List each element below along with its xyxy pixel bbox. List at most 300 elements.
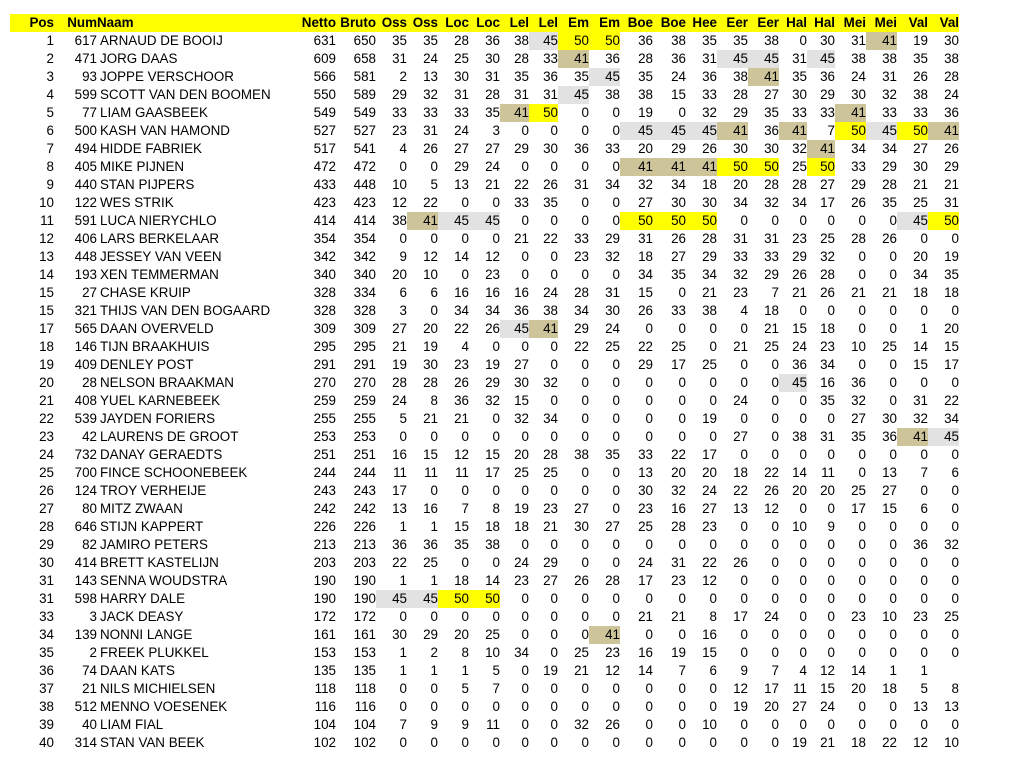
score-cell [928, 662, 959, 680]
score-cell: 0 [645, 375, 653, 390]
score-cell: 34 [605, 177, 620, 192]
score-cell: 30 [605, 303, 620, 318]
score-cell: 17 [638, 573, 653, 588]
score-cell: 21 [454, 411, 469, 426]
score-cell: 50 [807, 158, 835, 176]
score-cell: 10 [792, 519, 807, 534]
score-cell: 0 [612, 681, 620, 696]
table-row [10, 50, 959, 68]
column-header: Eer [717, 14, 748, 32]
netto-cell: 527 [313, 123, 336, 138]
score-cell: 0 [581, 393, 589, 408]
table-row [10, 32, 959, 50]
score-cell: 8 [461, 645, 469, 660]
table-row [10, 320, 959, 338]
score-cell: 24 [702, 483, 717, 498]
score-cell: 23 [605, 645, 620, 660]
bruto-cell: 423 [353, 195, 376, 210]
score-cell: 25 [882, 339, 897, 354]
score-cell: 20 [702, 465, 717, 480]
score-cell: 23 [543, 501, 558, 516]
score-cell: 0 [799, 555, 807, 570]
score-cell: 3 [399, 303, 407, 318]
table-row [10, 212, 959, 230]
score-cell: 28 [543, 447, 558, 462]
score-cell: 30 [454, 69, 469, 84]
netto-cell: 549 [313, 105, 336, 120]
score-cell: 28 [851, 231, 866, 246]
score-cell: 22 [574, 339, 589, 354]
score-cell: 0 [889, 519, 897, 534]
score-cell: 20 [423, 321, 438, 336]
score-cell: 12 [454, 447, 469, 462]
column-header: Val [897, 14, 928, 32]
column-header: Hal [807, 14, 835, 32]
score-cell: 22 [392, 555, 407, 570]
score-cell: 33 [605, 141, 620, 156]
score-cell: 45 [558, 86, 589, 104]
table-row [10, 518, 959, 536]
score-cell: 0 [612, 357, 620, 372]
table-body [10, 32, 959, 752]
score-cell: 0 [461, 231, 469, 246]
score-cell: 16 [485, 285, 500, 300]
position-cell: 31 [39, 573, 54, 588]
score-cell: 18 [944, 285, 959, 300]
score-cell: 19 [944, 249, 959, 264]
score-cell: 32 [733, 267, 748, 282]
score-cell: 25 [543, 465, 558, 480]
score-cell: 0 [645, 537, 653, 552]
score-cell: 7 [399, 717, 407, 732]
score-cell: 9 [399, 249, 407, 264]
score-cell: 0 [827, 213, 835, 228]
position-cell: 23 [39, 429, 54, 444]
score-cell: 23 [514, 573, 529, 588]
score-cell: 26 [423, 141, 438, 156]
score-cell: 27 [574, 501, 589, 516]
score-cell: 15 [702, 645, 717, 660]
score-cell: 0 [550, 393, 558, 408]
score-cell: 0 [581, 195, 589, 210]
score-cell: 30 [543, 141, 558, 156]
score-cell: 10 [702, 717, 717, 732]
rider-number-cell: 80 [82, 501, 97, 516]
score-cell: 12 [764, 501, 779, 516]
score-cell: 41 [500, 104, 529, 122]
score-cell: 20 [454, 627, 469, 642]
score-cell: 30 [392, 627, 407, 642]
score-cell: 27 [792, 699, 807, 714]
position-cell: 40 [39, 735, 54, 750]
rider-number-cell: 405 [74, 159, 97, 174]
score-cell: 0 [645, 627, 653, 642]
score-cell: 21 [792, 285, 807, 300]
netto-cell: 295 [313, 339, 336, 354]
score-cell: 0 [461, 429, 469, 444]
score-cell: 0 [889, 447, 897, 462]
column-header: Loc [438, 14, 469, 32]
score-cell: 0 [521, 717, 529, 732]
rider-name-cell: JESSEY VAN VEEN [100, 249, 222, 264]
table-row [10, 734, 959, 752]
rider-number-cell: 143 [74, 573, 97, 588]
score-cell: 45 [653, 122, 686, 140]
score-cell: 45 [500, 320, 529, 338]
score-cell: 17 [851, 501, 866, 516]
score-cell: 24 [733, 393, 748, 408]
bruto-cell: 226 [353, 519, 376, 534]
score-cell: 20 [638, 141, 653, 156]
score-cell: 18 [702, 177, 717, 192]
score-cell: 36 [944, 105, 959, 120]
score-cell: 0 [740, 375, 748, 390]
rider-number-cell: 27 [82, 285, 97, 300]
score-cell: 38 [944, 51, 959, 66]
score-cell: 0 [581, 213, 589, 228]
score-cell: 0 [858, 267, 866, 282]
score-cell: 27 [392, 321, 407, 336]
rider-name-cell: JOPPE VERSCHOOR [100, 69, 234, 84]
score-cell: 34 [514, 645, 529, 660]
score-cell: 41 [779, 122, 807, 140]
score-cell: 0 [612, 195, 620, 210]
score-cell: 0 [521, 267, 529, 282]
bruto-cell: 291 [353, 357, 376, 372]
netto-cell: 104 [313, 717, 336, 732]
score-cell: 0 [951, 555, 959, 570]
rider-name-cell: FREEK PLUKKEL [100, 645, 209, 660]
score-cell: 0 [612, 555, 620, 570]
score-cell: 12 [913, 735, 928, 750]
table-row [10, 662, 959, 680]
score-cell: 26 [944, 141, 959, 156]
score-cell: 32 [485, 393, 500, 408]
netto-cell: 116 [314, 699, 336, 714]
score-cell: 0 [492, 735, 500, 750]
score-cell: 32 [792, 141, 807, 156]
score-cell: 32 [423, 87, 438, 102]
score-cell: 34 [638, 267, 653, 282]
score-cell: 0 [581, 699, 589, 714]
score-cell: 0 [920, 555, 928, 570]
score-cell: 16 [392, 447, 407, 462]
score-cell: 0 [799, 303, 807, 318]
score-cell: 41 [748, 68, 779, 86]
column-header: Lel [529, 14, 558, 32]
score-cell: 35 [764, 105, 779, 120]
column-header: Hee [686, 14, 717, 32]
score-cell: 34 [485, 303, 500, 318]
score-cell: 28 [485, 87, 500, 102]
score-cell: 0 [521, 213, 529, 228]
score-cell: 0 [827, 411, 835, 426]
score-cell: 0 [951, 591, 959, 606]
score-cell: 0 [771, 573, 779, 588]
bruto-cell: 161 [353, 627, 376, 642]
rider-name-cell: BRETT KASTELIJN [100, 555, 219, 570]
score-cell: 22 [454, 321, 469, 336]
rider-name-cell: FINCE SCHOONEBEEK [100, 465, 248, 480]
score-cell: 27 [543, 573, 558, 588]
rider-name-cell: LAURENS DE GROOT [100, 429, 239, 444]
score-cell: 0 [740, 537, 748, 552]
score-cell: 0 [645, 591, 653, 606]
score-cell: 0 [799, 537, 807, 552]
score-cell: 0 [771, 411, 779, 426]
score-cell: 31 [851, 33, 866, 48]
score-cell: 30 [851, 87, 866, 102]
score-cell: 0 [740, 447, 748, 462]
score-cell: 0 [858, 555, 866, 570]
score-cell: 26 [485, 321, 500, 336]
position-cell: 33 [39, 609, 54, 624]
score-cell: 36 [423, 537, 438, 552]
score-cell: 50 [469, 590, 500, 608]
score-cell: 0 [645, 429, 653, 444]
score-cell: 28 [514, 51, 529, 66]
score-cell: 0 [709, 735, 717, 750]
score-cell: 29 [764, 267, 779, 282]
score-cell: 0 [951, 519, 959, 534]
rider-number-cell: 193 [74, 267, 97, 282]
score-cell: 21 [913, 177, 928, 192]
score-cell: 0 [461, 609, 469, 624]
score-cell: 1 [889, 663, 897, 678]
netto-cell: 609 [313, 51, 336, 66]
position-cell: 37 [39, 681, 54, 696]
score-cell: 0 [771, 447, 779, 462]
score-cell: 9 [430, 717, 438, 732]
score-cell: 0 [521, 627, 529, 642]
score-cell: 0 [678, 393, 686, 408]
score-cell: 31 [485, 69, 500, 84]
score-cell: 45 [866, 122, 897, 140]
score-cell: 0 [858, 627, 866, 642]
score-cell: 29 [392, 87, 407, 102]
position-cell: 6 [46, 123, 54, 138]
rider-name-cell: STAN PIJPERS [100, 177, 195, 192]
score-cell: 29 [543, 555, 558, 570]
score-cell: 0 [645, 411, 653, 426]
score-cell: 0 [581, 537, 589, 552]
score-cell: 25 [454, 51, 469, 66]
score-cell: 32 [574, 717, 589, 732]
netto-cell: 631 [313, 33, 336, 48]
rider-number-cell: 471 [74, 51, 97, 66]
score-cell: 33 [913, 105, 928, 120]
column-header: Hal [779, 14, 807, 32]
score-cell: 25 [702, 357, 717, 372]
score-cell: 0 [740, 735, 748, 750]
score-cell: 41 [589, 626, 620, 644]
score-cell: 35 [514, 69, 529, 84]
score-cell: 0 [645, 699, 653, 714]
score-cell: 33 [638, 447, 653, 462]
score-cell: 30 [574, 519, 589, 534]
position-cell: 34 [39, 627, 54, 642]
score-cell: 0 [740, 321, 748, 336]
score-cell: 0 [581, 681, 589, 696]
score-cell: 29 [514, 141, 529, 156]
score-cell: 38 [574, 447, 589, 462]
score-cell: 2 [399, 69, 407, 84]
score-cell: 0 [521, 699, 529, 714]
score-cell: 1 [430, 573, 438, 588]
table-row [10, 626, 959, 644]
rider-name-cell: DAAN OVERVELD [100, 321, 214, 336]
score-cell: 0 [550, 429, 558, 444]
score-cell: 0 [581, 267, 589, 282]
score-cell: 32 [638, 177, 653, 192]
score-cell: 32 [514, 411, 529, 426]
score-cell: 22 [671, 447, 686, 462]
score-cell: 27 [764, 87, 779, 102]
score-cell: 16 [702, 627, 717, 642]
score-cell: 41 [558, 50, 589, 68]
score-cell: 30 [764, 141, 779, 156]
score-cell: 36 [454, 393, 469, 408]
score-cell: 36 [605, 51, 620, 66]
score-cell: 24 [764, 609, 779, 624]
rider-name-cell: TROY VERHEIJE [100, 483, 207, 498]
score-cell: 18 [882, 681, 897, 696]
score-cell: 29 [454, 159, 469, 174]
score-cell: 50 [589, 32, 620, 50]
score-cell: 29 [638, 357, 653, 372]
table-row [10, 464, 959, 482]
score-cell: 1 [399, 519, 407, 534]
score-cell: 0 [858, 303, 866, 318]
score-cell: 0 [612, 213, 620, 228]
score-cell: 23 [851, 609, 866, 624]
score-cell: 32 [671, 483, 686, 498]
score-cell: 41 [653, 158, 686, 176]
score-cell: 0 [492, 609, 500, 624]
score-cell: 25 [764, 339, 779, 354]
score-cell: 0 [858, 717, 866, 732]
position-cell: 21 [39, 393, 54, 408]
score-cell: 0 [858, 213, 866, 228]
score-cell: 30 [671, 195, 686, 210]
score-cell: 0 [827, 303, 835, 318]
score-cell: 0 [430, 159, 438, 174]
score-cell: 38 [671, 33, 686, 48]
score-cell: 23 [792, 231, 807, 246]
score-cell: 50 [529, 104, 558, 122]
bruto-cell: 251 [353, 447, 376, 462]
score-cell: 45 [376, 590, 407, 608]
position-cell: 7 [46, 141, 54, 156]
rider-name-cell: CHASE KRUIP [100, 285, 191, 300]
netto-cell: 161 [313, 627, 336, 642]
netto-cell: 566 [313, 69, 336, 84]
score-cell: 0 [550, 483, 558, 498]
bruto-cell: 213 [353, 537, 376, 552]
score-cell: 34 [851, 141, 866, 156]
rider-name-cell: JAYDEN FORIERS [100, 411, 216, 426]
column-header: Em [558, 14, 589, 32]
score-cell: 0 [581, 411, 589, 426]
score-cell: 13 [392, 501, 407, 516]
score-cell: 0 [399, 231, 407, 246]
score-cell: 50 [897, 122, 928, 140]
score-cell: 26 [792, 267, 807, 282]
score-cell: 0 [678, 105, 686, 120]
score-cell: 29 [820, 87, 835, 102]
position-cell: 30 [39, 555, 54, 570]
score-cell: 0 [889, 573, 897, 588]
rider-name-cell: MENNO VOESENEK [100, 699, 228, 714]
score-cell: 15 [820, 681, 835, 696]
score-cell: 30 [638, 483, 653, 498]
score-cell: 34 [543, 411, 558, 426]
rider-name-cell: NONNI LANGE [100, 627, 193, 642]
standings-table-wrapper [10, 14, 959, 752]
netto-cell: 517 [313, 141, 336, 156]
score-cell: 25 [671, 339, 686, 354]
rider-name-cell: LIAM FIAL [100, 717, 164, 732]
score-cell: 29 [574, 321, 589, 336]
score-cell: 28 [574, 285, 589, 300]
score-cell: 14 [792, 465, 807, 480]
score-cell: 12 [392, 195, 407, 210]
score-cell: 5 [399, 411, 407, 426]
score-cell: 38 [913, 87, 928, 102]
score-cell: 0 [492, 339, 500, 354]
score-cell: 33 [423, 105, 438, 120]
netto-cell: 190 [313, 573, 336, 588]
score-cell: 0 [612, 411, 620, 426]
score-cell: 27 [514, 357, 529, 372]
score-cell: 34 [792, 195, 807, 210]
table-row [10, 248, 959, 266]
score-cell: 13 [733, 501, 748, 516]
column-header: Em [589, 14, 620, 32]
score-cell: 45 [779, 374, 807, 392]
score-cell: 0 [771, 591, 779, 606]
score-cell: 41 [866, 32, 897, 50]
score-cell: 0 [709, 375, 717, 390]
score-cell: 30 [792, 87, 807, 102]
score-cell: 0 [492, 699, 500, 714]
netto-cell: 135 [313, 663, 336, 678]
score-cell: 0 [920, 717, 928, 732]
score-cell: 0 [678, 699, 686, 714]
rider-number-cell: 448 [74, 249, 97, 264]
bruto-cell: 135 [353, 663, 376, 678]
rider-number-cell: 539 [74, 411, 97, 426]
score-cell: 0 [799, 393, 807, 408]
score-cell: 0 [612, 501, 620, 516]
score-cell: 23 [702, 519, 717, 534]
score-cell: 38 [851, 51, 866, 66]
column-header: Mei [866, 14, 897, 32]
score-cell: 24 [423, 51, 438, 66]
position-cell: 17 [39, 321, 54, 336]
score-cell: 0 [678, 591, 686, 606]
score-cell: 38 [514, 33, 529, 48]
bruto-cell: 541 [353, 141, 376, 156]
score-cell: 0 [889, 699, 897, 714]
score-cell: 19 [733, 699, 748, 714]
score-cell: 29 [733, 105, 748, 120]
score-cell: 28 [820, 267, 835, 282]
rider-number-cell: 494 [74, 141, 97, 156]
netto-cell: 244 [313, 465, 336, 480]
score-cell: 28 [638, 51, 653, 66]
score-cell: 36 [820, 69, 835, 84]
